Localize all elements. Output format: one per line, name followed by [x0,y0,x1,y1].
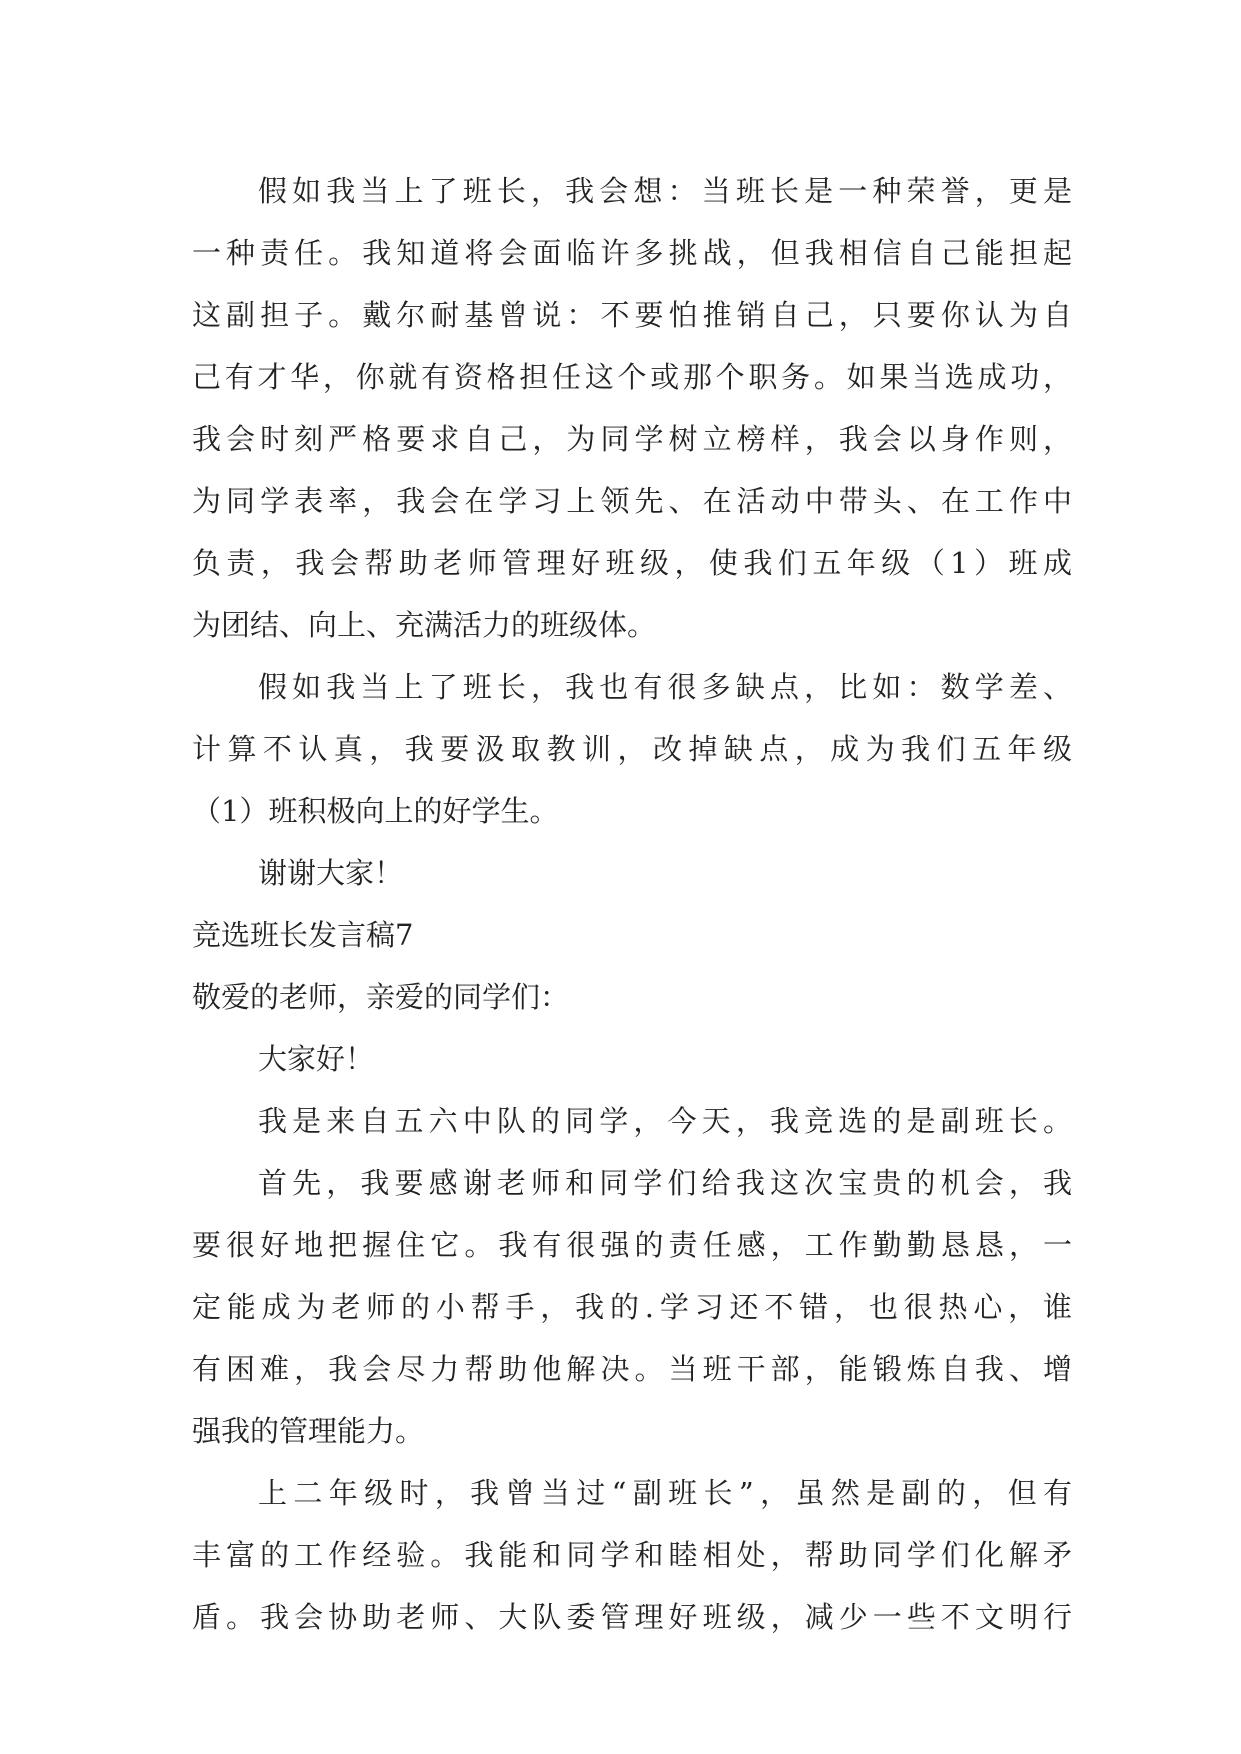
paragraph-line: 有困难，我会尽力帮助他解决。当班干部，能锻炼自我、增 [192,1352,1072,1386]
document-body [192,160,1072,1648]
paragraph-line: 己有才华，你就有资格担任这个或那个职务。如果当选成功， [192,360,1072,394]
paragraph-line: 负责，我会帮助老师管理好班级，使我们五年级（1）班成 [192,546,1072,580]
paragraph-line: 要很好地把握住它。我有很强的责任感，工作勤勤恳恳，一 [192,1228,1072,1262]
paragraph-line: 为同学表率，我会在学习上领先、在活动中带头、在工作中 [192,484,1072,518]
section-title: 竞选班长发言稿7 [192,918,414,952]
paragraph-line: 定能成为老师的小帮手，我的.学习还不错，也很热心，谁 [192,1290,1072,1324]
closing-line: 谢谢大家！ [258,856,404,890]
paragraph-line: 我是来自五六中队的同学，今天，我竞选的是副班长。 [258,1104,1072,1138]
paragraph-line: 强我的管理能力。 [192,1414,425,1448]
paragraph-line: 为团结、向上、充满活力的班级体。 [192,608,657,642]
paragraph-line: 上二年级时，我曾当过“副班长”，虽然是副的，但有 [258,1476,1072,1510]
paragraph-line: 我会时刻严格要求自己，为同学树立榜样，我会以身作则， [192,422,1072,456]
paragraph-line: 盾。我会协助老师、大队委管理好班级，减少一些不文明行 [192,1600,1072,1634]
paragraph-line: 一种责任。我知道将会面临许多挑战，但我相信自己能担起 [192,236,1072,270]
salutation: 敬爱的老师，亲爱的同学们： [192,980,570,1014]
greeting: 大家好！ [258,1042,375,1076]
paragraph-line: 首先，我要感谢老师和同学们给我这次宝贵的机会，我 [258,1166,1072,1200]
paragraph-line: 丰富的工作经验。我能和同学和睦相处，帮助同学们化解矛 [192,1538,1072,1572]
paragraph-line: 计算不认真，我要汲取教训，改掉缺点，成为我们五年级 [192,732,1072,766]
paragraph-line: 这副担子。戴尔耐基曾说：不要怕推销自己，只要你认为自 [192,298,1072,332]
paragraph-line: 假如我当上了班长，我会想：当班长是一种荣誉，更是 [258,174,1072,208]
paragraph-line: （1）班积极向上的好学生。 [192,794,559,828]
paragraph-line: 假如我当上了班长，我也有很多缺点，比如：数学差、 [258,670,1072,704]
